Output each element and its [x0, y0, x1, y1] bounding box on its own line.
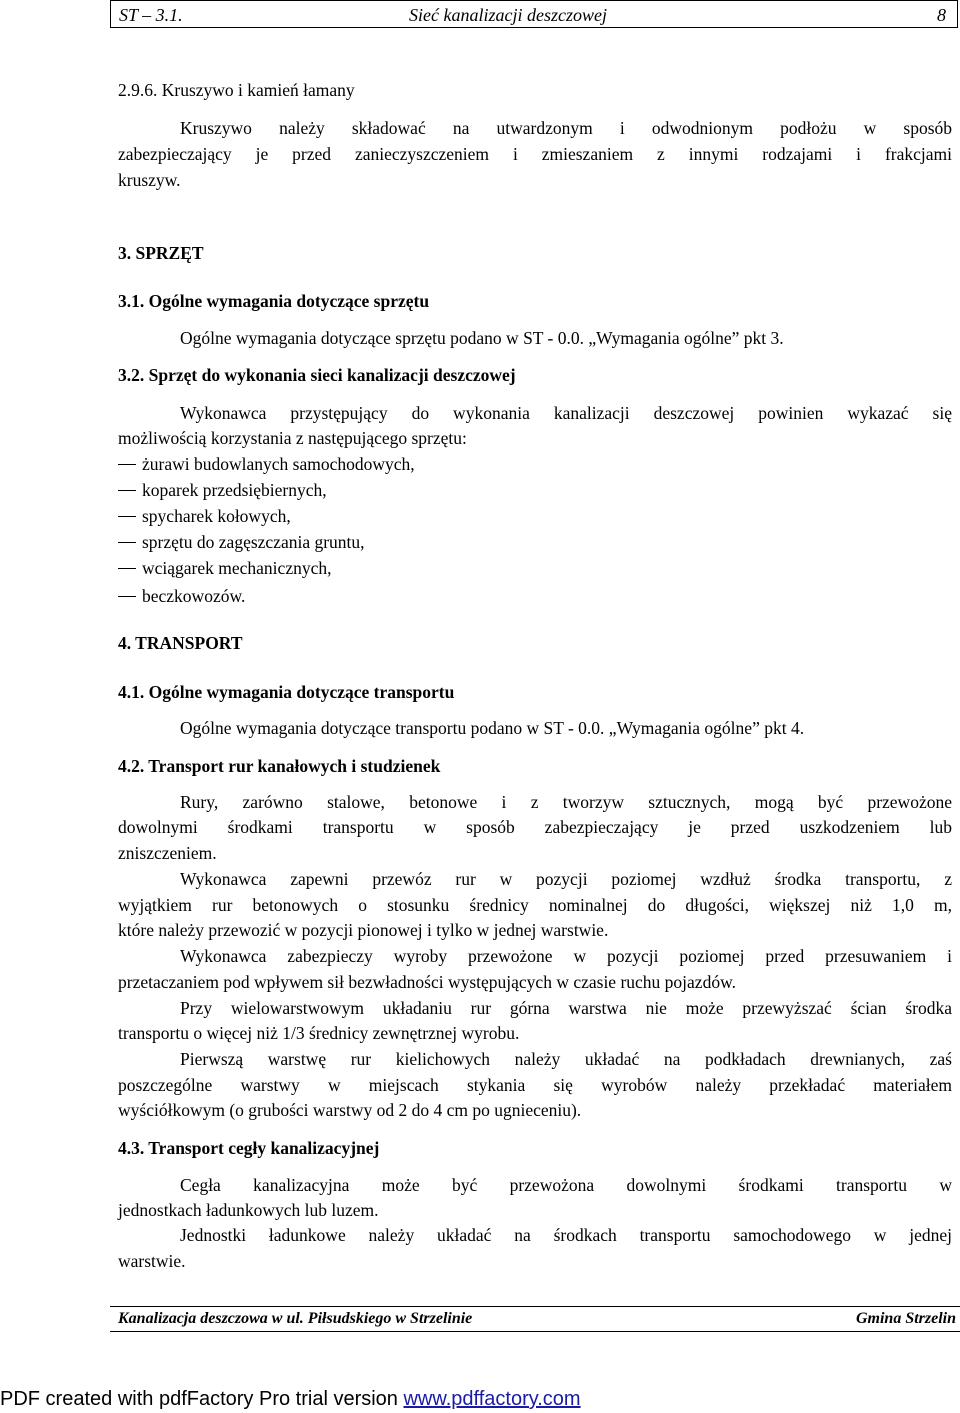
paragraph-line: wyściółkowym (o grubości warstwy od 2 do 4 cm po ugnieceniu). [118, 1100, 582, 1120]
pdf-banner-text: PDF created with pdfFactory Pro trial version [0, 1388, 404, 1410]
paragraph-line: Pierwszą warstwę rur kielichowych należy układać na podkładach drewnianych, zaś [180, 1049, 952, 1069]
paragraph-line: kruszyw. [118, 170, 181, 190]
paragraph-line: zabezpieczający je przed zanieczyszczeniem i zmieszaniem z innymi rodzajami i frakcjami [118, 144, 952, 164]
paragraph-line: transportu o więcej niż 1/3 średnicy zewnętrznej wyrobu. [118, 1023, 520, 1043]
list-bullet-dash [118, 516, 136, 517]
paragraph-line: Przy wielowarstwowym układaniu rur górna warstwa nie może przewyższać ścian środka [180, 998, 952, 1018]
paragraph-line: jednostkach ładunkowych lub luzem. [118, 1200, 379, 1220]
section-heading: 4.3. Transport cegły kanalizacyjnej [118, 1138, 380, 1158]
paragraph-line: Ogólne wymagania dotyczące transportu podano w ST - 0.0. „Wymagania ogólne” pkt 4. [180, 718, 805, 738]
footer-client: Gmina Strzelin [855, 1310, 956, 1327]
list-bullet-dash [118, 490, 136, 491]
section-heading: 2.9.6. Kruszywo i kamień łamany [118, 80, 355, 100]
list-item: koparek przedsiębiernych, [142, 480, 327, 500]
paragraph-line: Wykonawca przystępujący do wykonania kanalizacji deszczowej powinien wykazać się [180, 403, 952, 423]
paragraph-line: Ogólne wymagania dotyczące sprzętu podano w ST - 0.0. „Wymagania ogólne” pkt 3. [180, 328, 784, 348]
paragraph-line: Cegła kanalizacyjna może być przewożona dowolnymi środkami transportu w [180, 1175, 952, 1195]
paragraph-line: Kruszywo należy składować na utwardzonym i odwodnionym podłożu w sposób [180, 118, 952, 138]
paragraph-line: Rury, zarówno stalowe, betonowe i z tworzyw sztucznych, mogą być przewożone [180, 792, 952, 812]
list-bullet-dash [118, 464, 136, 465]
list-bullet-dash [118, 568, 136, 569]
list-item: spycharek kołowych, [142, 506, 291, 526]
paragraph-line: dowolnymi środkami transportu w sposób zabezpieczający je przed uszkodzeniem lub [118, 817, 952, 837]
section-heading: 4.1. Ogólne wymagania dotyczące transportu [118, 682, 455, 702]
list-item: żurawi budowlanych samochodowych, [142, 454, 415, 474]
page-header [110, 0, 958, 28]
pdf-banner [0, 1388, 581, 1411]
section-heading: 3.1. Ogólne wymagania dotyczące sprzętu [118, 291, 430, 311]
list-item: sprzętu do zagęszczania gruntu, [142, 532, 365, 552]
header-page-number: 8 [937, 5, 946, 25]
paragraph-line: przetaczaniem pod wpływem sił bezwładności występujących w czasie ruchu pojazdów. [118, 972, 736, 992]
paragraph-line: które należy przewozić w pozycji pionowej i tylko w jednej warstwie. [118, 920, 609, 940]
footer-project: Kanalizacja deszczowa w ul. Piłsudskiego w Strzelinie [118, 1310, 473, 1327]
list-bullet-dash [118, 542, 136, 543]
section-heading: 4.2. Transport rur kanałowych i studzienek [118, 756, 441, 776]
chapter-heading: 3. SPRZĘT [118, 243, 204, 263]
paragraph-line: Jednostki ładunkowe należy układać na środkach transportu samochodowego w jednej [180, 1225, 952, 1245]
paragraph-line: Wykonawca zapewni przewóz rur w pozycji poziomej wzdłuż środka transportu, z [180, 869, 952, 889]
list-bullet-dash [118, 596, 136, 597]
pdf-banner-link[interactable]: www.pdffactory.com [403, 1388, 581, 1410]
list-item: beczkowozów. [142, 586, 246, 606]
paragraph-line: zniszczeniem. [118, 843, 217, 863]
paragraph-line: wyjątkiem rur betonowych o stosunku średnicy nominalnej do długości, większej niż 1,0 m, [118, 895, 952, 915]
chapter-heading: 4. TRANSPORT [118, 633, 243, 653]
list-item: wciągarek mechanicznych, [142, 558, 332, 578]
page-footer [110, 1306, 960, 1332]
paragraph-line: warstwie. [118, 1251, 186, 1271]
paragraph-line: poszczególne warstwy w miejscach stykania się wyrobów należy przekładać materiałem [118, 1075, 952, 1095]
section-heading: 3.2. Sprzęt do wykonania sieci kanalizacji deszczowej [118, 365, 516, 385]
header-code: ST – 3.1. [119, 5, 183, 25]
paragraph-line: możliwością korzystania z następującego sprzętu: [118, 428, 467, 448]
paragraph-line: Wykonawca zabezpieczy wyroby przewożone w pozycji poziomej przed przesuwaniem i [180, 946, 952, 966]
header-title: Sieć kanalizacji deszczowej [409, 5, 607, 25]
